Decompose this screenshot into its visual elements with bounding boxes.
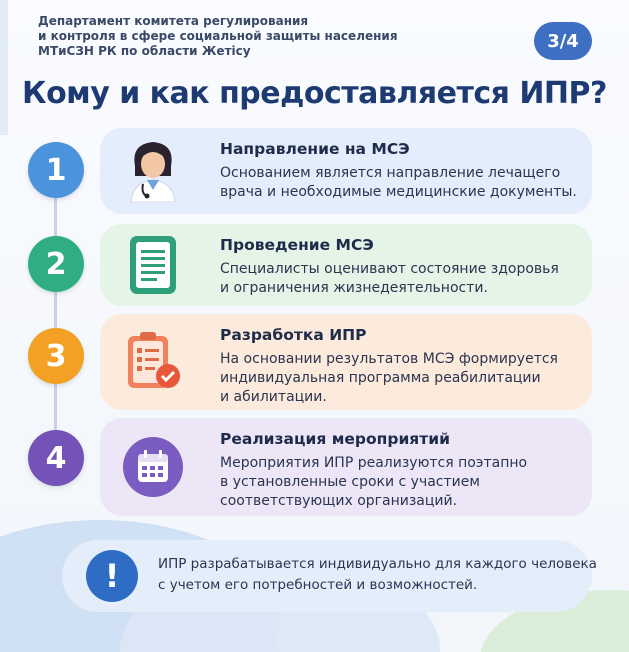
step-card xyxy=(100,418,592,516)
note-line: с учетом его потребностей и возможностей. xyxy=(158,577,478,593)
note-text xyxy=(158,554,597,596)
step-description-line: индивидуальная программа реабилитации xyxy=(220,370,541,386)
calendar-icon xyxy=(122,436,184,498)
step-card xyxy=(100,224,592,306)
document-icon xyxy=(122,234,184,296)
header-line: и контроля в сфере социальной защиты населения xyxy=(38,29,398,43)
step-description-line: На основании результатов МСЭ формируется xyxy=(220,351,558,367)
step-description xyxy=(220,350,558,407)
step-description-line: и абилитации. xyxy=(220,389,327,405)
step-number-badge: 1 xyxy=(28,142,84,198)
step-description-line: врача и необходимые медицинские документы. xyxy=(220,184,577,200)
step-description-line: Специалисты оценивают состояние здоровья xyxy=(220,261,559,277)
step-description-line: соответствующих организаций. xyxy=(220,493,458,509)
step-description-line: Мероприятия ИПР реализуются поэтапно xyxy=(220,455,528,471)
left-accent-bar xyxy=(0,0,8,135)
exclamation-icon: ! xyxy=(86,550,138,602)
page-title: Кому и как предоставляется ИПР? xyxy=(22,76,607,111)
step-description-line: в установленные сроки с участием xyxy=(220,474,480,490)
step-card xyxy=(100,128,592,214)
step-title: Разработка ИПР xyxy=(220,326,367,344)
step-title: Направление на МСЭ xyxy=(220,140,410,158)
step-description-line: Основанием является направление лечащего xyxy=(220,165,561,181)
step-description xyxy=(220,260,559,298)
step-description xyxy=(220,454,527,511)
step-number-badge: 2 xyxy=(28,236,84,292)
doctor-icon xyxy=(122,138,184,200)
step-card xyxy=(100,314,592,410)
note-line: ИПР разрабатывается индивидуально для каждого человека xyxy=(158,556,597,572)
info-note xyxy=(62,540,597,612)
step-title: Реализация мероприятий xyxy=(220,430,450,448)
step-number-badge: 3 xyxy=(28,328,84,384)
page-indicator-badge: 3/4 xyxy=(534,22,592,60)
step-title: Проведение МСЭ xyxy=(220,236,374,254)
department-header xyxy=(38,14,398,59)
step-description-line: и ограничения жизнедеятельности. xyxy=(220,280,488,296)
step-description xyxy=(220,164,577,202)
header-line: Департамент комитета регулирования xyxy=(38,14,309,28)
header-line: МТиСЗН РК по области Жетісу xyxy=(38,44,251,58)
step-number-badge: 4 xyxy=(28,430,84,486)
checklist-icon xyxy=(122,330,184,392)
timeline-line xyxy=(54,172,57,462)
